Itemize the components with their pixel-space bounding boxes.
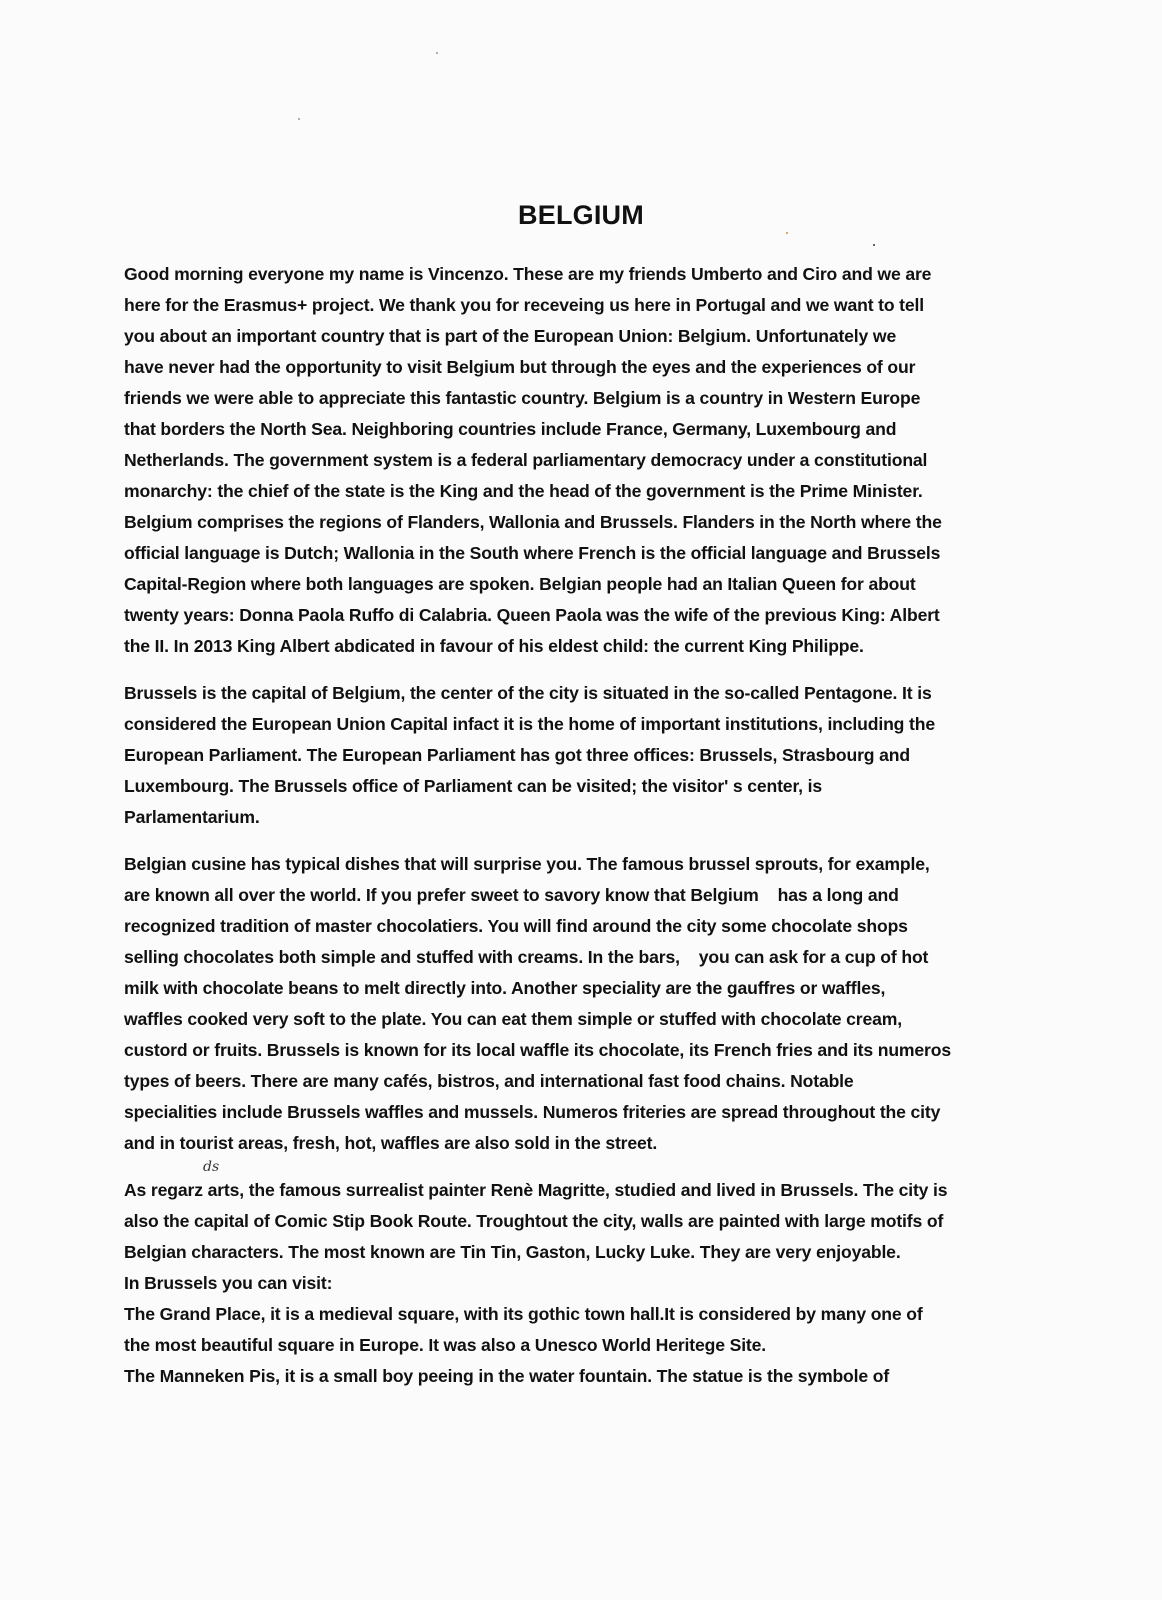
text-line: Brussels is the capital of Belgium, the center of the city is situated in the so-called Pentagone. It is xyxy=(124,683,932,703)
paragraph xyxy=(124,849,1064,1159)
text-line: considered the European Union Capital infact it is the home of important institutions, including the xyxy=(124,714,935,734)
text-line: The Manneken Pis, it is a small boy peeing in the water fountain. The statue is the symbole of xyxy=(124,1366,890,1386)
text-line: friends we were able to appreciate this fantastic country. Belgium is a country in Western Europe xyxy=(124,388,921,408)
paragraph xyxy=(124,259,1064,662)
text-line: recognized tradition of master chocolatiers. You will find around the city some chocolate shops xyxy=(124,916,908,936)
text-line: the II. In 2013 King Albert abdicated in favour of his eldest child: the current King Philippe. xyxy=(124,636,864,656)
document-body xyxy=(124,259,1064,1408)
text-line: selling chocolates both simple and stuffed with creams. In the bars, you can ask for a cup of hot xyxy=(124,947,929,967)
text-line: are known all over the world. If you prefer sweet to savory know that Belgium has a long and xyxy=(124,885,899,905)
text-line: the most beautiful square in Europe. It was also a Unesco World Heritege Site. xyxy=(124,1335,767,1355)
text-line: you about an important country that is part of the European Union: Belgium. Unfortunately we xyxy=(124,326,897,346)
text-line: Belgian characters. The most known are Tin Tin, Gaston, Lucky Luke. They are very enjoyable. xyxy=(124,1242,901,1262)
text-line: specialities include Brussels waffles and mussels. Numeros friteries are spread throughout the city xyxy=(124,1102,941,1122)
handwritten-correction: ds xyxy=(203,1159,220,1175)
text-line: European Parliament. The European Parliament has got three offices: Brussels, Strasbourg and xyxy=(124,745,910,765)
text-line: types of beers. There are many cafés, bistros, and international fast food chains. Notable xyxy=(124,1071,854,1091)
text-line: Belgium comprises the regions of Flanders, Wallonia and Brussels. Flanders in the North where the xyxy=(124,512,942,532)
paragraph xyxy=(124,1175,1064,1392)
text-line: Netherlands. The government system is a federal parliamentary democracy under a constitutional xyxy=(124,450,928,470)
scan-speck xyxy=(436,52,438,54)
text-line: Luxembourg. The Brussels office of Parliament can be visited; the visitor' s center, is xyxy=(124,776,823,796)
paragraph xyxy=(124,678,1064,833)
text-line: Parlamentarium. xyxy=(124,807,260,827)
scan-speck xyxy=(873,244,875,246)
text-line: official language is Dutch; Wallonia in the South where French is the official language and Brussels xyxy=(124,543,941,563)
text-line: and in tourist areas, fresh, hot, waffles are also sold in the street. xyxy=(124,1133,658,1153)
text-line: custord or fruits. Brussels is known for its local waffle its chocolate, its French fries and its numeros xyxy=(124,1040,951,1060)
text-line: twenty years: Donna Paola Ruffo di Calabria. Queen Paola was the wife of the previous King: Albert xyxy=(124,605,940,625)
text-line: have never had the opportunity to visit Belgium but through the eyes and the experiences of our xyxy=(124,357,916,377)
text-line: that borders the North Sea. Neighboring countries include France, Germany, Luxembourg and xyxy=(124,419,897,439)
text-line: milk with chocolate beans to melt directly into. Another speciality are the gauffres or waffles, xyxy=(124,978,886,998)
text-line: Good morning everyone my name is Vincenzo. These are my friends Umberto and Ciro and we are xyxy=(124,264,932,284)
scan-speck xyxy=(298,118,300,120)
text-line: The Grand Place, it is a medieval square, with its gothic town hall.It is considered by many one of xyxy=(124,1304,923,1324)
document-title: BELGIUM xyxy=(518,200,644,230)
scan-speck xyxy=(786,232,788,234)
text-line: also the capital of Comic Stip Book Route. Troughtout the city, walls are painted with large motifs of xyxy=(124,1211,944,1231)
text-line: Belgian cusine has typical dishes that will surprise you. The famous brussel sprouts, for example, xyxy=(124,854,930,874)
text-line: waffles cooked very soft to the plate. You can eat them simple or stuffed with chocolate cream, xyxy=(124,1009,902,1029)
text-line: monarchy: the chief of the state is the King and the head of the government is the Prime Minister. xyxy=(124,481,923,501)
text-line: In Brussels you can visit: xyxy=(124,1273,333,1293)
text-line: Capital-Region where both languages are spoken. Belgian people had an Italian Queen for about xyxy=(124,574,916,594)
text-line: As regarz arts, the famous surrealist painter Renè Magritte, studied and lived in Brussels. The city is xyxy=(124,1180,948,1200)
text-line: here for the Erasmus+ project. We thank you for receveing us here in Portugal and we want to tell xyxy=(124,295,925,315)
